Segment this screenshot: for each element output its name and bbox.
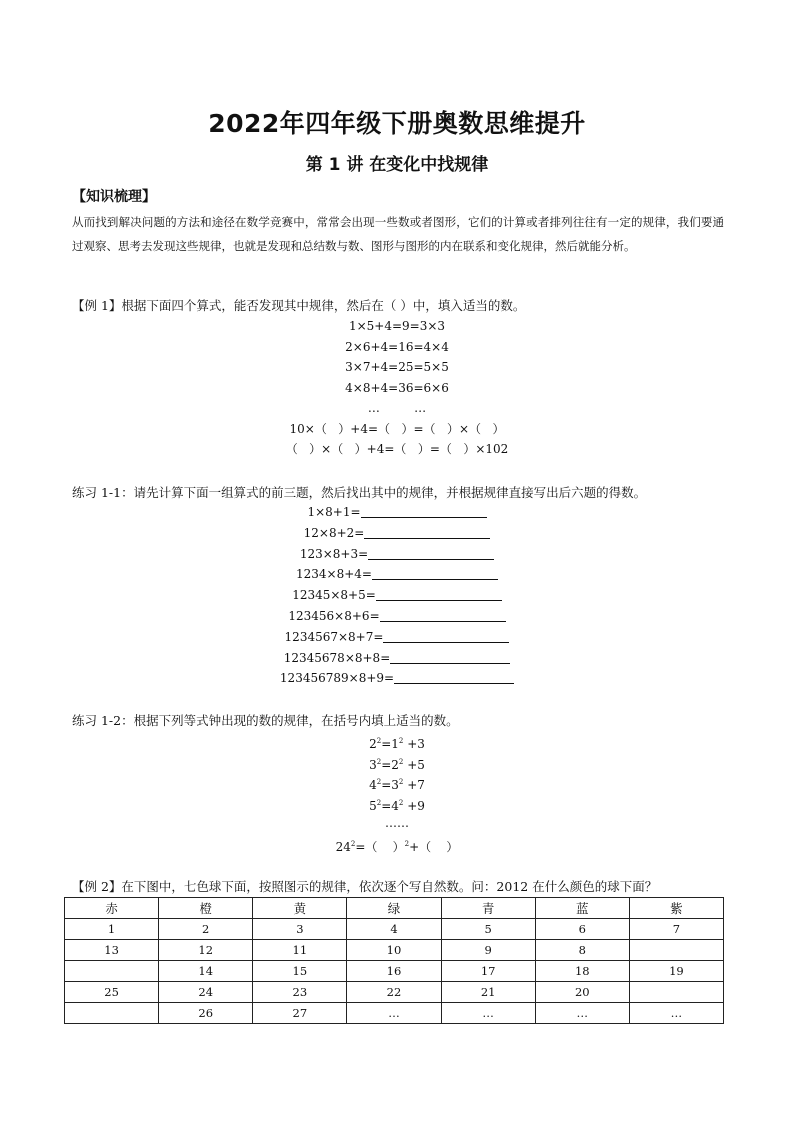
answer-blank[interactable] [376,587,502,601]
page-title: 2022年四年级下册奥数思维提升 [208,109,586,138]
table-cell: 17 [441,961,535,982]
square-equation: $24^2=$（ ）$^2$+（ ） [335,839,459,854]
table-cell: 3 [253,919,347,940]
table-cell: … [629,1003,723,1024]
table-cell: … [535,1003,629,1024]
table-cell: 2 [159,919,253,940]
column-header: 青 [441,898,535,919]
table-row [65,940,724,961]
table-cell: 18 [535,961,629,982]
table-cell: 10 [347,940,441,961]
column-header: 蓝 [535,898,629,919]
table-cell: 21 [441,982,535,1003]
table-cell: 5 [441,919,535,940]
fill-in-item [0,606,794,627]
equation-line: （ ）×（ ）+4=（ ）=（ ）×102 [285,442,509,456]
column-header: 紫 [629,898,723,919]
column-header: 橙 [159,898,253,919]
answer-blank[interactable] [390,650,510,664]
table-cell: 9 [441,940,535,961]
equation-line: 4×8+4=36=6×6 [345,380,449,395]
table-cell: 23 [253,982,347,1003]
answer-blank[interactable] [364,525,490,539]
table-row [65,1003,724,1024]
table-cell: 24 [159,982,253,1003]
table-cell: 12 [159,940,253,961]
practice-1-2-equations [0,731,794,854]
fill-in-item [0,648,794,669]
table-cell [629,982,723,1003]
table-cell [629,940,723,961]
equation-line: 10×（ ）+4=（ ）=（ ）×（ ） [289,421,505,436]
column-header: 绿 [347,898,441,919]
table-cell: 27 [253,1003,347,1024]
color-ball-table [64,897,724,1024]
lesson-subtitle: 第 1 讲 在变化中找规律 [305,155,489,175]
section-heading: 【知识梳理】 [72,189,156,205]
answer-blank[interactable] [380,608,506,622]
table-cell: 25 [65,982,159,1003]
fill-in-item [0,585,794,606]
fill-in-item [0,523,794,544]
equation-line: 3×7+4=25=5×5 [345,360,449,374]
square-equation: $3^2=2^2 +5$ [369,757,425,772]
square-equation: $2^2=1^2 +3$ [369,737,425,751]
example-2-prompt: 【例 2】在下图中，七色球下面，按照图示的规律，依次逐个写自然数。问：2012 在什么颜色的球下面？ [72,879,658,894]
table-cell: 19 [629,961,723,982]
item-expression: 1234567×8+7= [284,629,384,644]
table-cell: … [441,1003,535,1024]
answer-blank[interactable] [394,670,514,684]
table-cell: 13 [65,940,159,961]
column-header: 赤 [65,898,159,919]
fill-in-item [0,544,794,565]
table-cell: 6 [535,919,629,940]
table-cell: … [347,1003,441,1024]
item-expression: 123456×8+6= [288,608,380,623]
table-cell: 16 [347,961,441,982]
item-expression: 123456789×8+9= [279,671,395,686]
fill-in-item [0,668,794,689]
table-cell: 26 [159,1003,253,1024]
table-cell: 8 [535,940,629,961]
table-cell: 7 [629,919,723,940]
equation-line: 1×5+4=9=3×3 [348,319,446,333]
table-cell: 15 [253,961,347,982]
answer-blank[interactable] [383,629,509,643]
intro-paragraph: 从而找到解决问题的方法和途径在数学竞赛中，常常会出现一些数或者图形，它们的计算或者排列往往有一定的规律，我们要通过观察、思考去发现这些规律，也就是发现和总结数与数、图形与图形的内在联系和变化规律，然后就能分析。 [72,215,724,253]
example-1-prompt: 【例 1】根据下面四个算式，能否发现其中规律，然后在（ ）中，填入适当的数。 [72,298,526,313]
item-expression: 1234×8+4= [296,567,372,582]
item-expression: 12×8+2= [303,525,365,540]
table-cell [65,1003,159,1024]
equation-line: 2×6+4=16=4×4 [345,339,449,354]
practice-1-1-prompt: 练习 1-1：请先计算下面一组算式的前三题，然后找出其中的规律，并根据规律直接写出后六题的得数。 [72,485,647,500]
table-cell: 22 [347,982,441,1003]
practice-1-1-items [0,502,794,689]
column-header: 黄 [253,898,347,919]
table-cell: 4 [347,919,441,940]
ellipsis-line: … … [367,401,427,415]
table-cell: 20 [535,982,629,1003]
item-expression: 123×8+3= [299,546,369,561]
fill-in-item [0,564,794,585]
item-expression: 1×8+1= [307,505,361,519]
answer-blank[interactable] [372,566,498,580]
table-cell: 1 [65,919,159,940]
fill-in-item [0,502,794,523]
table-cell: 14 [159,961,253,982]
table-header-row [65,898,724,919]
table-cell [65,961,159,982]
fill-in-item [0,627,794,648]
practice-1-2-prompt: 练习 1-2：根据下列等式钟出现的数的规律，在括号内填上适当的数。 [72,713,459,728]
table-row [65,961,724,982]
square-equation: $5^2=4^2 +9$ [369,798,425,813]
item-expression: 12345678×8+8= [283,650,391,665]
table-cell: 11 [253,940,347,961]
table-row [65,982,724,1003]
square-equation: $4^2=3^2 +7$ [369,778,425,792]
answer-blank[interactable] [368,546,494,560]
item-expression: 12345×8+5= [292,588,376,603]
table-row [65,919,724,940]
ellipsis-line: …… [385,816,409,830]
answer-blank[interactable] [361,504,487,518]
example-1-equations [0,316,794,460]
